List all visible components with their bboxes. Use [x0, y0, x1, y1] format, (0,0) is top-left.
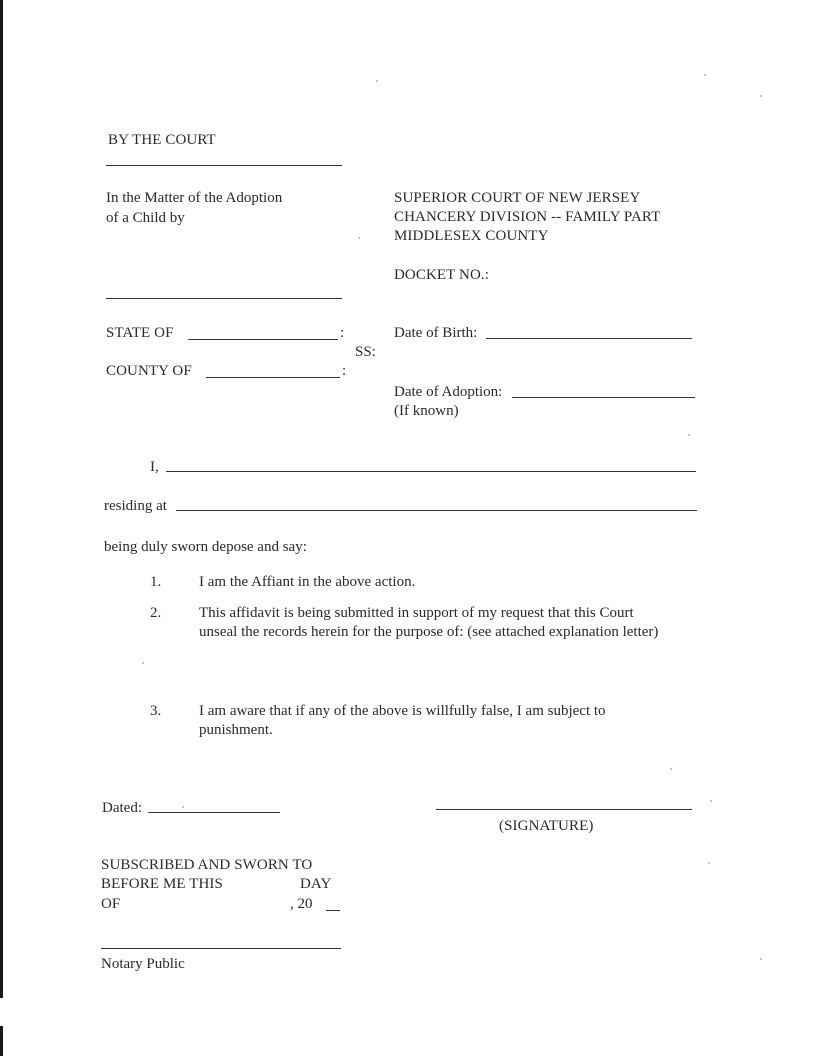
- statement-2-number: 2.: [150, 605, 162, 621]
- statement-2-text-line-2: unseal the records herein for the purpose of: (see attached explanation letter): [199, 624, 659, 640]
- scan-speck: [358, 237, 360, 239]
- residing-at-label: residing at: [104, 498, 167, 514]
- date-of-adoption-label: Date of Adoption:: [394, 384, 503, 400]
- affiant-i-label: I,: [150, 459, 159, 475]
- docket-number-label: DOCKET NO.:: [394, 267, 489, 283]
- scan-edge: [0, 0, 3, 1056]
- scan-edge-gap: [0, 998, 3, 1026]
- scan-speck: [142, 662, 144, 664]
- ss-label: SS:: [355, 344, 376, 360]
- notary-public-label: Notary Public: [101, 956, 185, 972]
- matter-line-2: of a Child by: [106, 210, 185, 226]
- date-of-birth-label: Date of Birth:: [394, 325, 478, 341]
- court-name-line-1: SUPERIOR COURT OF NEW JERSEY: [394, 190, 641, 206]
- year-field[interactable]: [326, 910, 340, 911]
- dated-field[interactable]: [148, 812, 280, 813]
- year-label: , 20: [290, 896, 313, 912]
- statement-3-text-line-2: punishment.: [199, 722, 273, 738]
- state-of-label: STATE OF: [106, 325, 174, 341]
- scan-speck: [760, 958, 762, 960]
- statement-2-text-line-1: This affidavit is being submitted in support of my request that this Court: [199, 605, 634, 621]
- date-of-adoption-field[interactable]: [512, 397, 695, 398]
- statement-3-number: 3.: [150, 703, 162, 719]
- county-field[interactable]: [206, 377, 340, 378]
- scan-speck: [760, 95, 762, 97]
- scan-speck: [710, 800, 712, 802]
- scan-speck: [670, 768, 672, 770]
- signature-label: (SIGNATURE): [499, 818, 594, 834]
- before-me-label: BEFORE ME THIS: [101, 876, 223, 892]
- state-field[interactable]: [188, 339, 338, 340]
- notary-signature-line[interactable]: [101, 948, 341, 949]
- adopting-parent-line[interactable]: [106, 298, 342, 299]
- court-name-line-2: CHANCERY DIVISION -- FAMILY PART: [394, 209, 661, 225]
- date-of-adoption-note: (If known): [394, 403, 459, 419]
- affiant-name-field[interactable]: [166, 471, 696, 472]
- scan-speck: [182, 806, 184, 808]
- county-colon: :: [342, 363, 347, 379]
- statement-3-text-line-1: I am aware that if any of the above is willfully false, I am subject to: [199, 703, 606, 719]
- scan-speck: [376, 80, 378, 82]
- court-signature-line[interactable]: [106, 165, 342, 166]
- scan-speck: [688, 434, 690, 436]
- date-of-birth-field[interactable]: [486, 338, 692, 339]
- statement-1-number: 1.: [150, 574, 162, 590]
- scan-speck: [704, 74, 706, 76]
- court-name-line-3: MIDDLESEX COUNTY: [394, 228, 549, 244]
- county-of-label: COUNTY OF: [106, 363, 192, 379]
- sworn-statement: being duly sworn depose and say:: [104, 539, 307, 555]
- residing-at-field[interactable]: [176, 510, 697, 511]
- scan-speck: [708, 862, 710, 864]
- dated-label: Dated:: [102, 800, 142, 816]
- day-label: DAY: [300, 876, 332, 892]
- matter-line-1: In the Matter of the Adoption: [106, 190, 283, 206]
- by-the-court-label: BY THE COURT: [108, 132, 216, 148]
- of-label: OF: [101, 896, 121, 912]
- statement-1-text: I am the Affiant in the above action.: [199, 574, 416, 590]
- subscribed-sworn-label: SUBSCRIBED AND SWORN TO: [101, 857, 313, 873]
- signature-line[interactable]: [436, 809, 692, 810]
- state-colon: :: [340, 325, 345, 341]
